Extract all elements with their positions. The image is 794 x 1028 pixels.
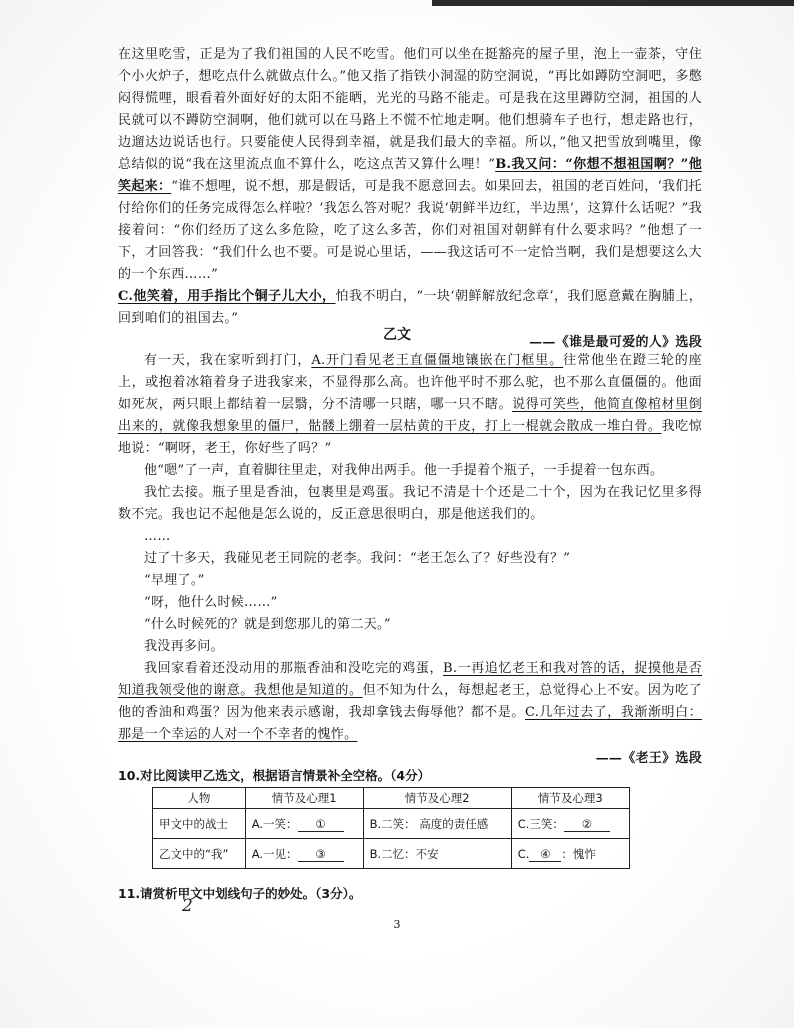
yi-text-4: 我回家看着还没动用的那瓶香油和没吃完的鸡蛋， [144, 661, 444, 676]
jia-passage [118, 44, 702, 354]
plot-cell-3 [511, 839, 629, 869]
answer-blank-4[interactable]: ④ [529, 847, 561, 862]
plot-cell-3 [511, 809, 629, 839]
yi-paragraph-5: “早埋了。” [144, 573, 205, 588]
yi-text-3: 我吃惊地说：“啊呀，老王，你好些了吗？” [118, 419, 702, 456]
jia-text-3: 怕我不明白，“一块‘朝鲜解放纪念章’，我们愿意戴在胸脯上，回到咱们的祖国去。” [118, 289, 702, 326]
jia-sentence-b: B.我又问：“你想不想祖国啊？”他笑起来： [118, 157, 702, 194]
jia-source: ——《谁是最可爱的人》选段 [529, 335, 702, 350]
person-cell: 乙文中的“我” [153, 839, 246, 869]
yi-ellipsis: …… [144, 529, 171, 544]
table-header-row [153, 788, 630, 809]
scan-edge-mark [432, 0, 794, 6]
jia-paragraph [118, 44, 702, 330]
yi-paragraph-4: 过了十多天，我碰见老王同院的老李。我问：“老王怎么了？好些没有？” [144, 551, 571, 566]
yi-source: ——《老王》选段 [595, 751, 702, 766]
handwritten-mark: 2 [182, 896, 193, 916]
plot-cell-2 [363, 839, 511, 869]
question-11: 11.请赏析甲文中划线句子的妙处。（3分）。 [118, 886, 362, 901]
page-number: 3 [393, 918, 401, 931]
jia-text-2: “谁不想哩，说不想，那是假话，可是我不愿意回去。如果回去，祖国的老百姓问，‘我们托付给你们的任务完成得怎么样啦？’我怎么答对呢？我说‘朝鲜半边红，半边黑’，这算什么话呢？”我接着问：“你们经历了这么多危险，吃了这么多苦，你们对祖国对朝鲜有什么要求吗？”他想了一下，才回答我：“我们什么也不要。可是说心里话，——我这话可不一定恰当啊，我们是想要这么大的一个东西……” [118, 179, 702, 282]
yi-sentence-b: B.一再追忆老王和我对答的话，捉摸他是否知道我领受他的谢意。 [118, 661, 702, 698]
table-row [153, 839, 630, 869]
question-10: 10.对比阅读甲乙选文，根据语言情景补全空格。（4分） [118, 768, 431, 783]
plot-value: ：愧怍 [561, 846, 596, 861]
plot-label: B.二笑： [369, 816, 416, 831]
answer-blank-2[interactable]: ② [564, 817, 610, 832]
plot-cell-2 [363, 809, 511, 839]
jia-text-1: 在这里吃雪，正是为了我们祖国的人民不吃雪。他们可以坐在挺豁亮的屋子里，泡上一壶茶，守住个小火炉子，想吃点什么就做点什么。”他又指了指铁小洞湿的防空洞说，“再比如蹲防空洞吧，多憋闷得慌哩，眼看着外面好好的太阳不能晒，光光的马路不能走。可是我在这里蹲防空洞，祖国的人民就可以不蹲防空洞啊，他们就可以在马路上不慌不忙地走啊。他们想骑车子也行，想走路也行，边遛达边说话也行。只要能使人民得到幸福，就是我们最大的幸福。所以，”他又把雪放到嘴里，像总结似的说“我在这里流点血不算什么，吃这点苦又算什么哩！” [118, 47, 702, 172]
yi-underlined-sentence: 说得可笑些，他简直像棺材里倒出来的，就像我想象里的僵尸，骷髅上绷着一层枯黄的干皮，打上一棍就会散成一堆白骨。 [118, 397, 703, 434]
yi-paragraph-8: 我没再多问。 [144, 639, 224, 654]
table-header: 人物 [153, 788, 246, 809]
plot-label: A.一见： [251, 846, 298, 861]
yi-paragraph-2: 他“嗯”了一声，直着脚往里走，对我伸出两手。他一手提着个瓶子，一手提着一包东西。 [144, 463, 664, 478]
person-cell: 甲文中的战士 [153, 809, 246, 839]
plot-label: C.三笑： [517, 816, 564, 831]
answer-blank-3[interactable]: ③ [298, 847, 344, 862]
plot-value: 不安 [415, 846, 439, 861]
plot-label: C. [517, 846, 530, 861]
answer-blank-1[interactable]: ① [298, 817, 344, 832]
yi-text-5: 但不知为什么，每想起老王，总觉得心上不安。因为吃了他的香油和鸡蛋？因为他来表示感谢，我却拿钱去侮辱他？都不是。 [118, 683, 702, 720]
yi-paragraph-7: “什么时候死的？就是到您那儿的第二天。” [144, 617, 391, 632]
plot-label: B.二忆： [369, 846, 416, 861]
yi-sentence-c: C.几年过去了，我渐渐明白：那是一个幸运的人对一个不幸者的愧怍。 [118, 705, 702, 742]
yi-sentence-a: A.开门看见老王直僵僵地镶嵌在门框里。 [311, 353, 564, 368]
yi-paragraph-6: “呀，他什么时候……” [144, 595, 278, 610]
yi-sentence-b-cont: 我想他是知道的。 [253, 683, 363, 698]
plot-cell-1 [245, 809, 363, 839]
yi-paragraph-9 [118, 658, 702, 746]
plot-value: 高度的责任感 [419, 816, 489, 831]
yi-title: 乙文 [383, 327, 411, 343]
yi-text-2: 往常他坐在蹬三轮的座上，或抱着冰箱着身子进我家来，不显得那么高。也许他平时不那么驼，也不那么直僵僵的。他面如死灰，两只眼上都结着一层翳，分不清哪一只瞎，哪一只不瞎。 [118, 353, 702, 412]
table-row [153, 809, 630, 839]
yi-paragraph-1 [118, 350, 702, 460]
yi-passage [118, 350, 702, 770]
yi-text-1: 有一天，我在家听到打门， [144, 353, 312, 368]
yi-paragraph-3: 我忙去接。瓶子里是香油，包裹里是鸡蛋。我记不清是十个还是二十个，因为在我记忆里多得数不完。我也记不起他是怎么说的，反正意思很明白，那是他送我们的。 [118, 485, 702, 522]
plot-label: A.一笑： [251, 816, 298, 831]
table-header: 情节及心理1 [245, 788, 363, 809]
table-header: 情节及心理3 [511, 788, 629, 809]
plot-cell-1 [245, 839, 363, 869]
comparison-table [152, 787, 630, 869]
table-header: 情节及心理2 [363, 788, 511, 809]
jia-sentence-c: C.他笑着，用手指比个铜子儿大小， [118, 289, 336, 304]
